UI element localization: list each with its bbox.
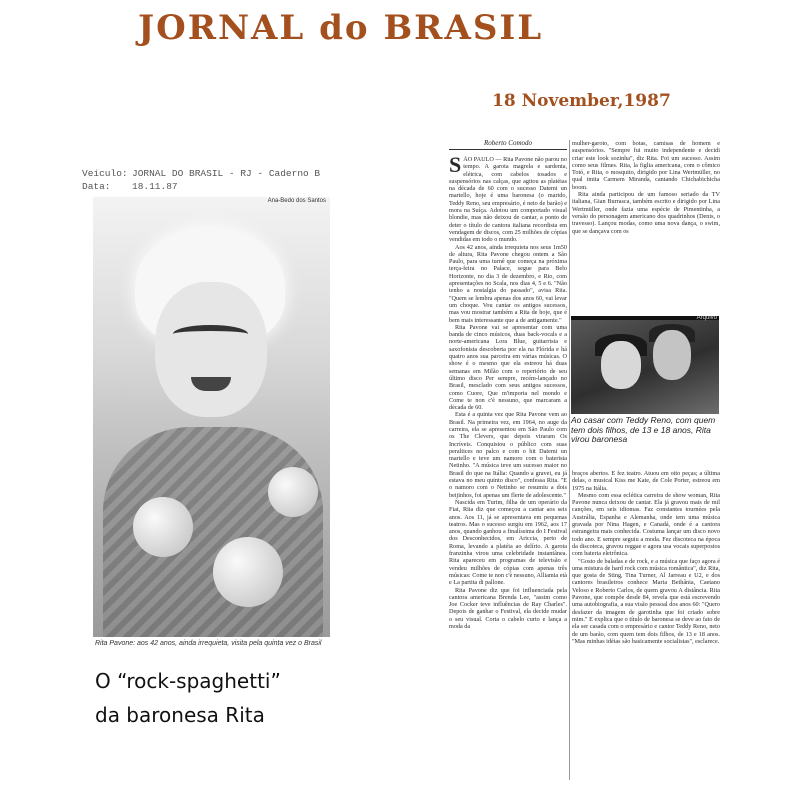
clipping-vehicle-row: [82, 168, 320, 179]
headline-line-2: da baronesa Rita: [95, 703, 265, 727]
photo-orb: [133, 497, 193, 557]
photo-credit: Ana-Bedo dos Santos: [267, 198, 326, 204]
article-paragraph: Rita Pavone diz que foi influenciada pela cantora americana Brenda Lee, "assim como Joe Cocker teve influências de Ray Charles". Depois de ganhar o Festival, ela decide mudar o seu visual. Corta o cabelo curto e lança a moda da: [449, 586, 567, 630]
rita-and-teddy-reno-photo: [571, 316, 719, 414]
article-column-2-bottom: [572, 470, 720, 780]
article-byline: Roberto Comodo: [449, 139, 567, 150]
article-paragraph: braços abertos. E fez teatro. Atuou em oito peças; a última delas, o musical Kiss me Kate, de Cole Porter, estreou em 1975 na Itália.: [572, 470, 720, 492]
photo-orb: [213, 537, 283, 607]
article-paragraph: Esta é a quinta vez que Rita Pavone vem ao Brasil. Na primeira vez, em 1964, no auge da carreira, ela se apresentou em São Paulo com os The Clevers, que depois viraram Os Incríveis. Conquistou o público com suas peraltices no palco e com o hit Datemi un martello e teve um namoro com o baterista Netinho. "A música teve um sucesso maior no Brasil do que na Itália: Quando a gravei, eu já estava no meu quinto disco", confessa Rita. "E o namoro com o Netinho se resumiu a dois beijinhos, foi apenas um flerte de adolescente.": [449, 411, 567, 499]
masthead-title: JORNAL do BRASIL: [138, 8, 544, 48]
photo-face-shape: [653, 330, 691, 380]
article-paragraph: Rita Pavone vai se apresentar com uma banda de cinco músicos, duas back-vocals e a norte-americana Lora Blue, guitarrista e saxofonista descoberta por ela na Flórida e há quatro anos sua parceira em várias músicas. O show é o mesmo que ela estreou há duas semanas em Milão com o repertório de seu último disco Per sempre, recém-lançado no Brasil, mesclado com seus antigos sucessos, como Cuore, Que m'importa nel mondo e Come te non c'è nessuno, que marcaram a década de 60.: [449, 323, 567, 412]
article-paragraph: "Gosto de baladas e de rock, e a música que faço agora é uma mistura de hard rock com música romântica", diz Rita, que gosta de Sting, Tina Turner, Al Jarreau e U2, e dos cantores brasileiros conhece Maria Bethânia, Caetano Veloso e Roberto Carlos, de quem gravou A distância. Rita Pavone, que compõe desde 84, revela que está escrevendo uma autobiografia, a sua visão pessoal dos anos 60: "Quero desfazer da imagem de garotinha que foi criado sobre mim." E explica que o título de baronesa se deve ao fato de ela ser casada com o empresário e cantor Teddy Reno, neto de um barão, com quem tem dois filhos, de 13 e 18 anos. "Mas minhas idéias são basicamente socialistas", esclarece.: [572, 557, 720, 645]
rita-pavone-portrait-photo: [93, 197, 330, 637]
photo-archive-label: Arquivo: [696, 316, 717, 321]
article-paragraph: mulher-garoto, com botas, camisas de homem e suspensórios. "Sempre fui muito independente e decidi criar este look sozinha", diz Rita. Foi um sucesso. Assim como seus filmes. Rita, la figlia americana, com o cômico Totó, e Rita, o mosquito, dirigido por Lina Wertmüller, no qual imita Carmem Miranda, cantando Chichabichicha boom.: [572, 140, 720, 191]
photo-face-shape: [601, 341, 641, 389]
photo-face-shape: [155, 282, 267, 417]
article-paragraph: Rita ainda participou de um famoso seriado da TV italiana, Gian Burrasca, também escrito e dirigido por Lina Wertmüller, onde fazia uma espécie de Pimentinha, a versão do personagem americano dos quadrinhos (Denis, o travesso). Lançou modas, como uma nova dança, o swim, que se dançava com os: [572, 191, 720, 235]
photo-caption: Rita Pavone: aos 42 anos, ainda irrequieta, visita pela quinta vez o Brasil: [95, 640, 322, 647]
drop-cap: S: [449, 156, 462, 177]
article-column-2-top: [572, 140, 720, 310]
article-column-1: [449, 156, 567, 780]
photo2-caption: Ao casar com Teddy Reno, com quem tem dois filhos, de 13 e 18 anos, Rita virou baronesa: [571, 415, 716, 444]
clipping-date-value: 18.11.87: [132, 181, 178, 192]
column-divider: [569, 140, 570, 780]
clipping-vehicle-key: Veículo:: [82, 168, 128, 179]
clipping-vehicle-value: JORNAL DO BRASIL - RJ - Caderno B: [132, 168, 321, 179]
article-paragraph: Aos 42 anos, ainda irrequieta nos seus 1m50 de altura, Rita Pavone chegou ontem a São Paulo, para uma turnê que começa na próxima terça-feira no Palace, segue para Belo Horizonte, no dia 3 de dezembro, e Rio, com apresentações no Scala, nos dias 4, 5 e 6. "Não tenho a nostalgia do passado", avisa Rita. "Quem se lembra apenas dos anos 60, vai levar um choque. Vou cantar os antigos sucessos, mas vou mostrar também a Rita de hoje, que é bem mais interessante que a de antigamente.": [449, 243, 567, 324]
headline-line-1: O “rock-spaghetti”: [95, 669, 281, 693]
clipping-date-key: Data:: [82, 181, 111, 192]
article-paragraph: Mesmo com essa eclética carreira de show woman, Rita Pavone nunca deixou de cantar. Ela já gravou mais de mil canções, em seis idiomas. Faz constantes tournées pela Austrália, Espanha e Alemanha, onde tem uma música gravada por Nina Hagen, e Canadá, onde é a cantora estrangeira mais conhecida. Costuma lançar um disco novo todo ano. E sempre seguiu a moda. Fez discoteca na época da discoteca, gravou reggae e agora usa vocais superpostos com bateria eletrônica.: [572, 491, 720, 558]
article-headline: [95, 664, 281, 732]
photo-eyes-shape: [173, 325, 248, 343]
article-paragraph: ÃO PAULO — Rita Pavone não parou no tempo. A garota magrela e sardenta, elétrica, com cabelos tosados e suspensórios nas calças, que agitou as platéias na década de 60 com o sucesso Datemi un martello, hoje é uma baronesa (o marido, Teddy Reno, seu empresário, é neto de barão) e mora na Suíça. Adotou um comportado visual blondie, mas não deixou de cantar, a ponto de deter o título de cantora italiana recordista em vendagem de discos, com 25 milhões de cópias vendidas em todo o mundo.: [449, 156, 567, 244]
clipping-date-row: [82, 181, 178, 192]
article-paragraph: Nascida em Turim, filha de um operário da Fiat, Rita diz que começou a cantar aos seis anos. Aos 11, já se apresentava em pequenas teatros. Mas o sucesso surgiu em 1962, aos 17 anos, quando ganhou a finalíssima do I Festival dos Desconhecidos, em Ariccia, perto de Roma, levando a platéia ao delírio. A garota franzinha virou uma celebridade instantânea. Rita apareceu em programas de televisão e vendeu milhões de cópias com apenas três músicas: Come te non c'è nessuno, Alliamia età e La partita di pallone.: [449, 498, 567, 587]
publication-date: 18 November,1987: [492, 91, 671, 111]
photo-orb: [268, 467, 318, 517]
